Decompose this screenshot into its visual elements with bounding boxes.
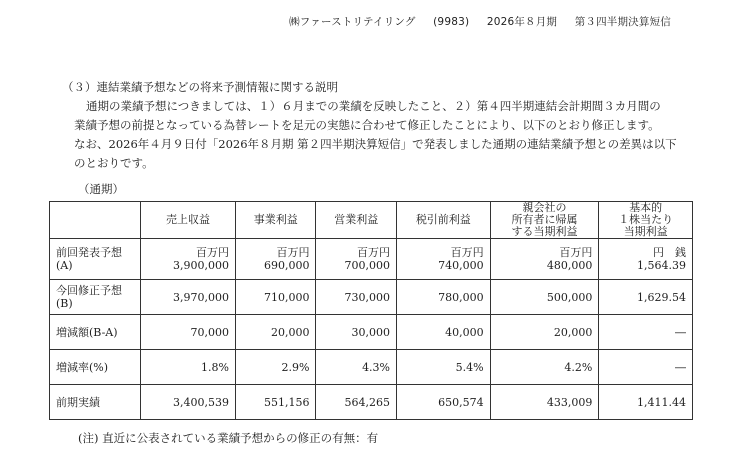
row-label: 増減率(%) bbox=[50, 350, 141, 385]
paragraph-line-2: 業績予想の前提となっている為替レートを足元の実態に合わせて修正したことにより、以下のとおり修正します。 bbox=[74, 118, 660, 132]
cell-operating-profit: 30,000 bbox=[316, 315, 397, 350]
forecast-explanation-section bbox=[62, 78, 712, 173]
cell-business-profit: 710,000 bbox=[235, 280, 316, 315]
unit-label: 百万円 bbox=[195, 246, 229, 259]
unit-label: 百万円 bbox=[357, 246, 391, 259]
cell-revenue: 3,970,000 bbox=[141, 280, 236, 315]
cell-revenue: 70,000 bbox=[141, 315, 236, 350]
table-body bbox=[50, 239, 693, 420]
cell-pretax-profit: 40,000 bbox=[397, 315, 491, 350]
cell-operating-profit: 730,000 bbox=[316, 280, 397, 315]
table-row bbox=[50, 350, 693, 385]
row-label: 前回発表予想 (A) bbox=[50, 239, 141, 280]
cell-revenue bbox=[141, 239, 236, 280]
cell-net-profit: 433,009 bbox=[490, 385, 599, 420]
unit-label: 百万円 bbox=[450, 246, 484, 259]
table-row bbox=[50, 280, 693, 315]
paragraph-line-1: 通期の業績予想につきましては、１）６月までの業績を反映したこと、２）第４四半期連結会計期間３カ月間の bbox=[86, 99, 661, 113]
header-cell-corner bbox=[50, 202, 141, 239]
section-heading: （３）連結業績予想などの将来予測情報に関する説明 bbox=[62, 80, 338, 94]
cell-value: 740,000 bbox=[438, 259, 484, 272]
cell-net-profit: 4.2% bbox=[490, 350, 599, 385]
cell-value: 480,000 bbox=[546, 259, 593, 272]
period-label: （通期） bbox=[78, 182, 124, 196]
footnote: (注) 直近に公表されている業績予想からの修正の有無：有 bbox=[78, 431, 379, 445]
unit-label: 百万円 bbox=[276, 246, 310, 259]
cell-value: 690,000 bbox=[263, 259, 310, 272]
cell-business-profit: 2.9% bbox=[235, 350, 316, 385]
paragraph-line-4: のとおりです。 bbox=[74, 156, 154, 170]
cell-value: 1,564.39 bbox=[637, 259, 686, 272]
table-row bbox=[50, 315, 693, 350]
stock-code: (9983) bbox=[433, 16, 470, 28]
paragraph-line-3: なお、2026年４月９日付「2026年８月期 第２四半期決算短信」で発表しました通期の連結業績予想との差異は以下 bbox=[74, 137, 677, 151]
cell-pretax-profit: 650,574 bbox=[397, 385, 491, 420]
table-row bbox=[50, 239, 693, 280]
header-cell-business-profit: 事業利益 bbox=[235, 202, 316, 239]
table-header-row bbox=[50, 202, 693, 239]
cell-value: 3,900,000 bbox=[172, 259, 229, 272]
cell-net-profit bbox=[490, 239, 599, 280]
header-cell-pretax-profit: 税引前利益 bbox=[397, 202, 491, 239]
cell-business-profit bbox=[235, 239, 316, 280]
fiscal-period: 2026年８月期 bbox=[486, 16, 558, 28]
cell-revenue: 3,400,539 bbox=[141, 385, 236, 420]
unit-label: 百万円 bbox=[559, 246, 593, 259]
forecast-table bbox=[49, 201, 693, 420]
table-row bbox=[50, 385, 693, 420]
header-cell-operating-profit: 営業利益 bbox=[316, 202, 397, 239]
cell-operating-profit bbox=[316, 239, 397, 280]
cell-pretax-profit bbox=[397, 239, 491, 280]
cell-eps bbox=[599, 239, 693, 280]
cell-eps: ― bbox=[599, 315, 693, 350]
cell-pretax-profit: 780,000 bbox=[397, 280, 491, 315]
header-cell-net-profit: 親会社の 所有者に帰属 する当期利益 bbox=[490, 202, 599, 239]
cell-revenue: 1.8% bbox=[141, 350, 236, 385]
cell-pretax-profit: 5.4% bbox=[397, 350, 491, 385]
cell-operating-profit: 564,265 bbox=[316, 385, 397, 420]
cell-value: 700,000 bbox=[344, 259, 391, 272]
row-label: 前期実績 bbox=[50, 385, 141, 420]
cell-eps: 1,629.54 bbox=[599, 280, 693, 315]
cell-eps: ― bbox=[599, 350, 693, 385]
cell-eps: 1,411.44 bbox=[599, 385, 693, 420]
cell-business-profit: 20,000 bbox=[235, 315, 316, 350]
header-cell-revenue: 売上収益 bbox=[141, 202, 236, 239]
row-label: 今回修正予想 (B) bbox=[50, 280, 141, 315]
cell-operating-profit: 4.3% bbox=[316, 350, 397, 385]
header-cell-eps: 基本的 １株当たり 当期利益 bbox=[599, 202, 693, 239]
unit-label: 円 銭 bbox=[653, 246, 686, 259]
cell-net-profit: 500,000 bbox=[490, 280, 599, 315]
row-label: 増減額(B-A) bbox=[50, 315, 141, 350]
cell-business-profit: 551,156 bbox=[235, 385, 316, 420]
document-header bbox=[289, 14, 671, 29]
report-title: 第３四半期決算短信 bbox=[574, 16, 671, 28]
cell-net-profit: 20,000 bbox=[490, 315, 599, 350]
company-name: ㈱ファーストリテイリング bbox=[289, 16, 416, 28]
